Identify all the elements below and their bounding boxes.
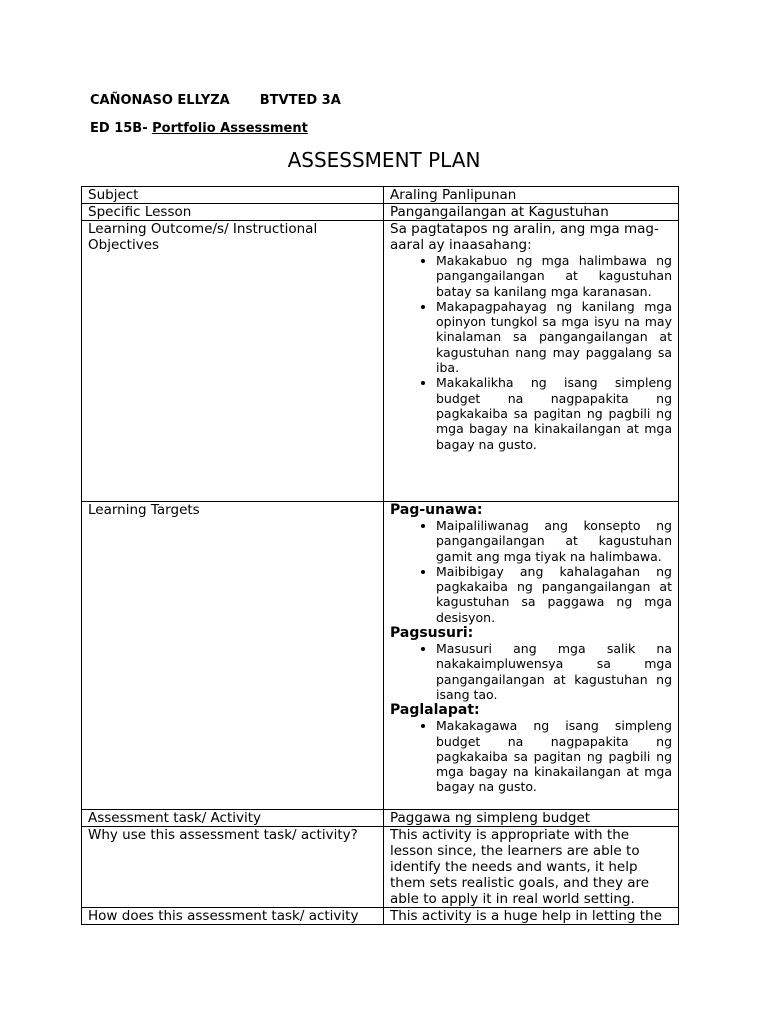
table-row xyxy=(82,908,679,925)
objectives-list xyxy=(390,253,672,452)
row-value-objectives xyxy=(384,221,679,502)
table-row xyxy=(82,810,679,827)
table-row xyxy=(82,221,679,502)
target-list-paglalapat xyxy=(390,718,672,794)
target-list-pag-unawa xyxy=(390,518,672,625)
list-item: • Makapagpahayag ng kanilang mga opinyon tungkol sa mga isyu na may kinalaman sa pangangailangan at kagustuhan nang may paggalang sa iba. xyxy=(436,299,672,375)
course-section: BTVTED 3A xyxy=(259,93,341,108)
list-item: • Maipaliliwanag ang konsepto ng pangangailangan at kagustuhan gamit ang mga tiyak na halimbawa. xyxy=(436,518,672,564)
row-value-targets xyxy=(384,502,679,810)
row-label-targets: Learning Targets xyxy=(82,502,384,810)
row-label-lesson: Specific Lesson xyxy=(82,204,384,221)
row-label-objectives: Learning Outcome/s/ Instructional Objectives xyxy=(82,221,384,502)
assessment-plan-table xyxy=(81,186,679,925)
table-row xyxy=(82,187,679,204)
target-heading-pag-unawa: Pag-unawa: xyxy=(390,502,483,518)
row-label-why: Why use this assessment task/ activity? xyxy=(82,827,384,908)
student-header xyxy=(90,93,341,108)
row-value-task: Paggawa ng simpleng budget xyxy=(384,810,679,827)
row-value-why: This activity is appropriate with the lesson since, the learners are able to identify the needs and wants, it help them sets realistic goals, and they are able to apply it in real world setting. xyxy=(384,827,679,908)
row-label-task: Assessment task/ Activity xyxy=(82,810,384,827)
subject-code: ED 15B- xyxy=(90,121,148,136)
student-name: CAÑONASO ELLYZA xyxy=(90,93,230,108)
subject-title: Portfolio Assessment xyxy=(152,121,308,136)
row-value-lesson: Pangangailangan at Kagustuhan xyxy=(384,204,679,221)
table-row xyxy=(82,827,679,908)
row-value-subject: Araling Panlipunan xyxy=(384,187,679,204)
row-label-how: How does this assessment task/ activity xyxy=(82,908,384,925)
list-item: • Maibibigay ang kahalagahan ng pagkakaiba ng pangangailangan at kagustuhan sa paggawa ng mga desisyon. xyxy=(436,564,672,625)
row-value-how: This activity is a huge help in letting the xyxy=(384,908,679,925)
list-item: • Makakalikha ng isang simpleng budget na nagpapakita ng pagkakaiba sa pagitan ng pagbili ng mga bagay na kinakailangan at mga bagay na gusto. xyxy=(436,375,672,451)
page-title: ASSESSMENT PLAN xyxy=(287,148,481,172)
target-heading-paglalapat: Paglalapat: xyxy=(390,702,480,719)
subject-header xyxy=(90,121,308,136)
table-row xyxy=(82,502,679,810)
list-item: • Makakagawa ng isang simpleng budget na nagpapakita ng pagkakaiba sa pagitan ng pagbili ng mga bagay na kinakailangan at mga bagay na gusto. xyxy=(436,718,672,794)
objectives-intro: Sa pagtatapos ng aralin, ang mga mag-aaral ay inaasahang: xyxy=(390,221,659,253)
row-label-subject: Subject xyxy=(82,187,384,204)
list-item: • Makakabuo ng mga halimbawa ng pangangailangan at kagustuhan batay sa kanilang mga karanasan. xyxy=(436,253,672,299)
target-list-pagsusuri xyxy=(390,641,672,702)
target-heading-pagsusuri: Pagsusuri: xyxy=(390,625,474,642)
list-item: • Masusuri ang mga salik na nakakaimpluwensya sa mga pangangailangan at kagustuhan ng isang tao. xyxy=(436,641,672,702)
table-row xyxy=(82,204,679,221)
